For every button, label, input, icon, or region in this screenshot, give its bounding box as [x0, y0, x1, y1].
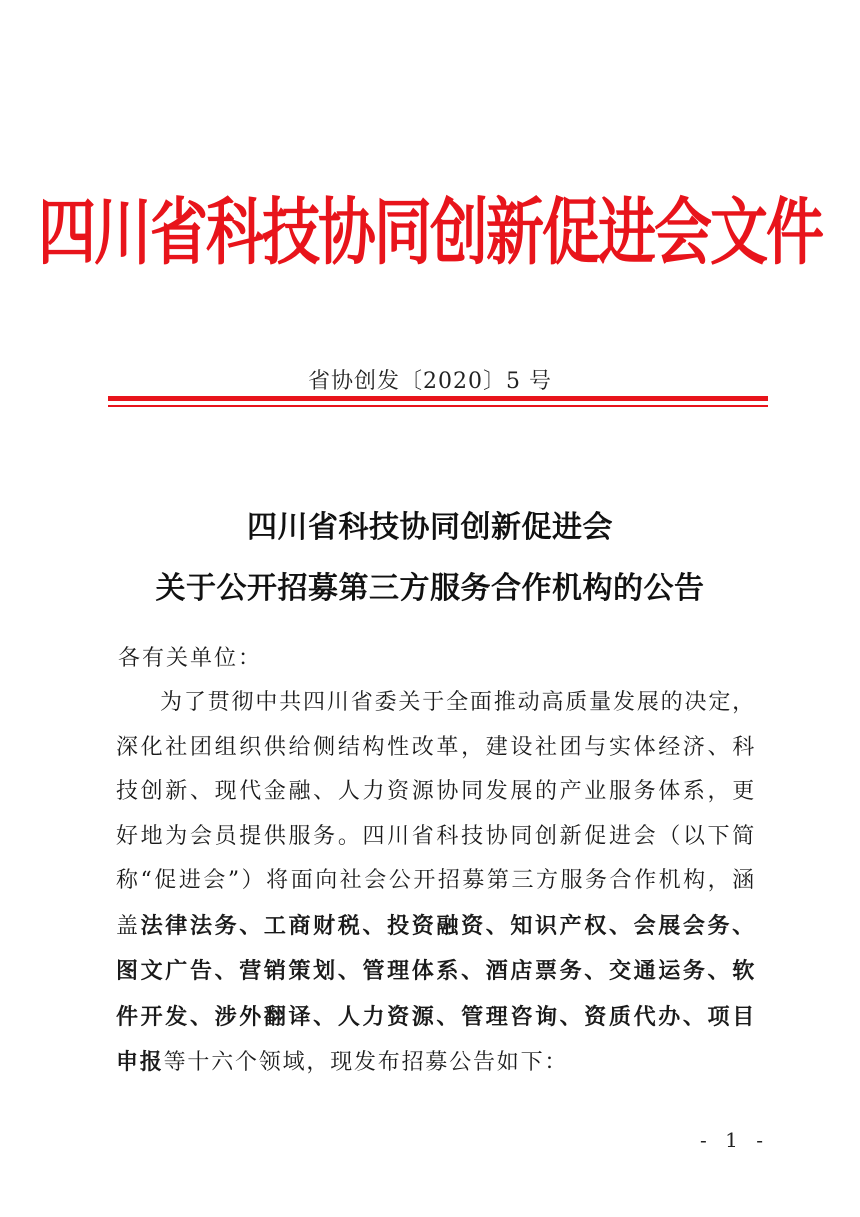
page-number: - 1 - [700, 1128, 769, 1152]
body-paragraph [116, 681, 756, 1086]
title-line-2: 关于公开招募第三方服务合作机构的公告 [155, 571, 705, 606]
paragraph-outro: 等十六个领域，现发布招募公告如下： [163, 1050, 569, 1075]
red-divider-thin [108, 405, 768, 407]
salutation: 各有关单位： [118, 646, 263, 671]
service-fields-list: 法律法务、工商财税、投资融资、知识产权、会展会务、图文广告、营销策划、管理体系、酒店票务、交通运务、软件开发、涉外翻译、人力资源、管理咨询、资质代办、项目申报 [116, 912, 756, 1075]
title-line-1: 四川省科技协同创新促进会 [247, 510, 613, 545]
paragraph-intro: 为了贯彻中共四川省委关于全面推动高质量发展的决定，深化社团组织供给侧结构性改革，建设社团与实体经济、科技创新、现代金融、人力资源协同发展的产业服务体系，更好地为会员提供服务。四川省科技协同创新促进会（以下简称“促进会”）将面向社会公开招募第三方服务合作机构，涵盖 [116, 690, 756, 939]
red-divider-thick [108, 396, 768, 401]
document-masthead: 四川省科技协同创新促进会文件 [37, 190, 822, 275]
document-number: 省协创发〔2020〕5 号 [308, 369, 552, 394]
